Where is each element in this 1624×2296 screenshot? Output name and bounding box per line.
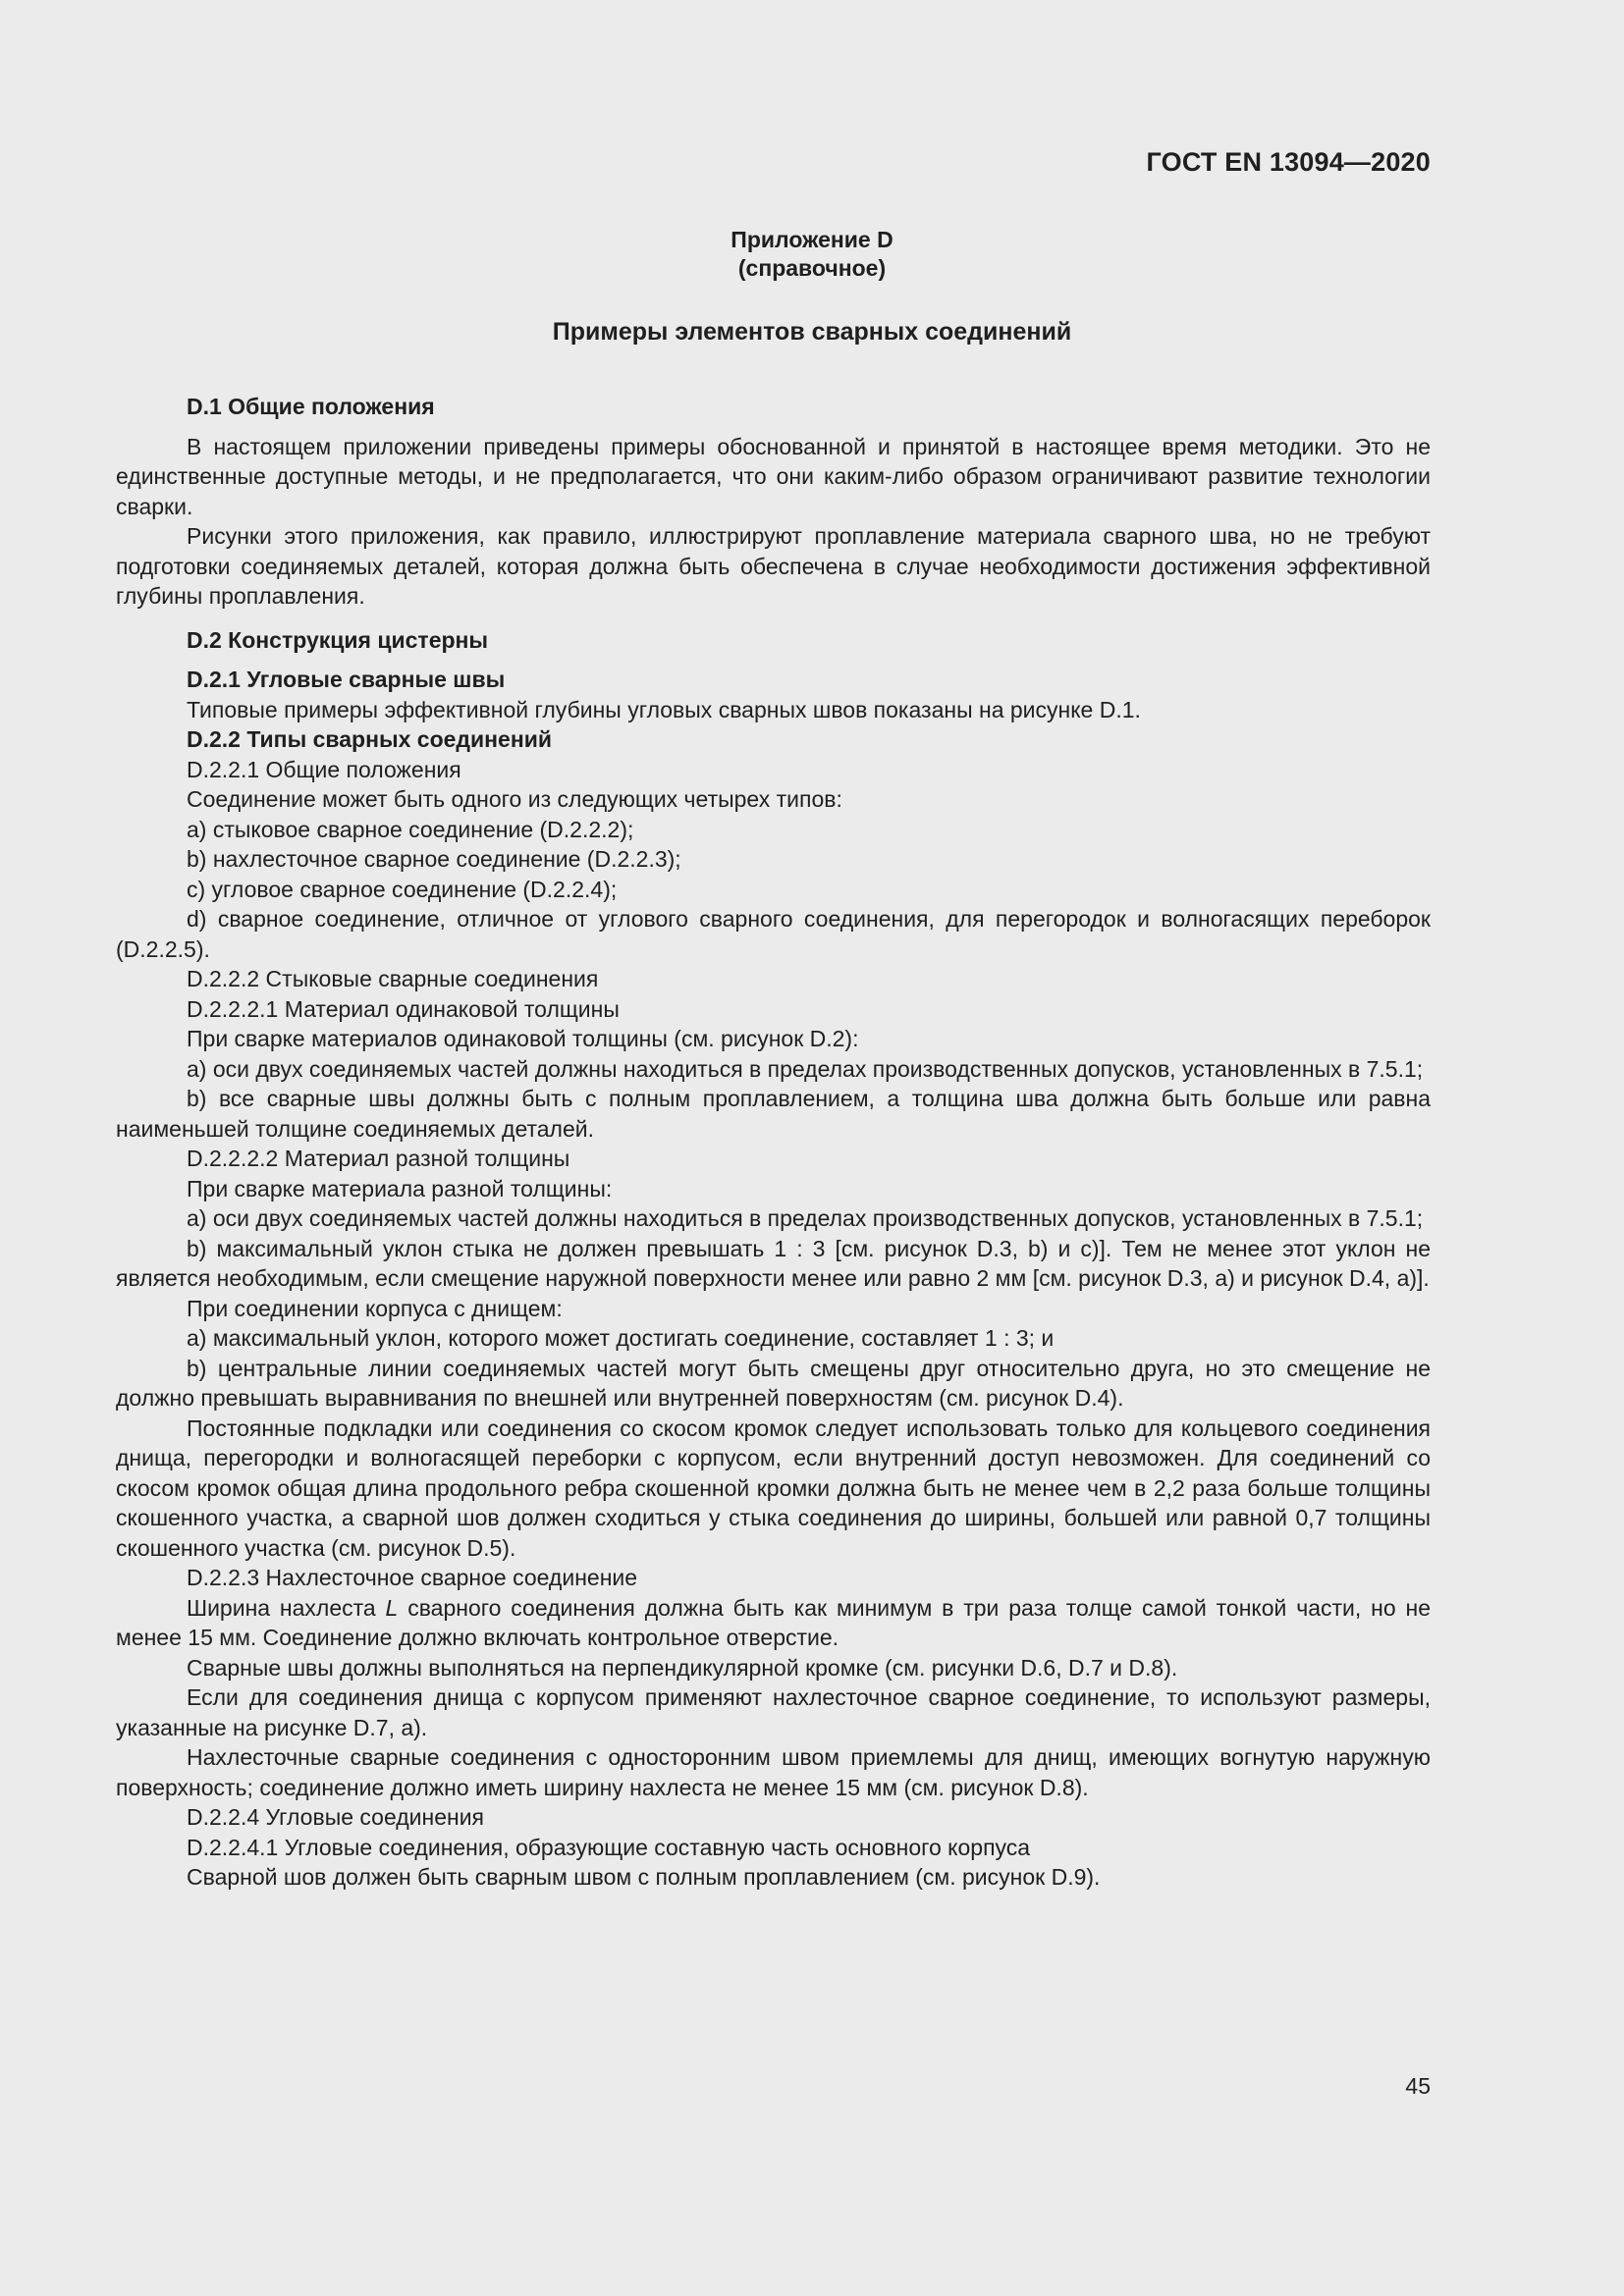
paragraph: a) оси двух соединяемых частей должны находиться в пределах производственных допусков, установленных в 7.5.1; xyxy=(187,1055,1424,1082)
paragraph-text: Ширина нахлеста xyxy=(187,1594,386,1621)
paragraph: Сварной шов должен быть сварным швом с полным проплавлением (см. рисунок D.9). xyxy=(187,1864,1101,1890)
page-number: 45 xyxy=(1405,2073,1431,2099)
annex-label: Приложение D xyxy=(731,227,893,252)
paragraph: D.2.2.3 Нахлесточное сварное соединение xyxy=(187,1565,638,1590)
paragraph: D.2.2.4.1 Угловые соединения, образующие составную часть основного корпуса xyxy=(187,1834,1031,1860)
paragraph: D.2.2.1 Общие положения xyxy=(187,756,461,782)
paragraph: a) максимальный уклон, которого может достигать соединение, составляет 1 : 3; и xyxy=(187,1325,1055,1351)
paragraph: b) центральные линии соединяемых частей могут быть смещены друг относительно друга, но это смещение не должно превышать выравнивания по внешней или внутренней поверхностям (см. рисунок D.4). xyxy=(116,1355,1431,1411)
paragraph: Нахлесточные сварные соединения с односторонним швом приемлемы для днищ, имеющих вогнутую наружную поверхность; соединение должно иметь ширину нахлеста не менее 15 мм (см. рисунок D.8). xyxy=(116,1744,1431,1800)
annex-title: Примеры элементов сварных соединений xyxy=(552,318,1072,346)
paragraph: a) стыковое сварное соединение (D.2.2.2); xyxy=(187,816,634,842)
paragraph: D.2.2.2.2 Материал разной толщины xyxy=(187,1146,570,1171)
section-heading: D.2.2 Типы сварных соединений xyxy=(187,726,553,752)
paragraph: Сварные швы должны выполняться на перпендикулярной кромке (см. рисунки D.6, D.7 и D.8). xyxy=(187,1654,1178,1681)
paragraph: Соединение может быть одного из следующих четырех типов: xyxy=(187,786,842,812)
paragraph: D.2.2.2.1 Материал одинаковой толщины xyxy=(187,995,620,1022)
document-body xyxy=(116,392,1431,1893)
paragraph: a) оси двух соединяемых частей должны находиться в пределах производственных допусков, установленных в 7.5.1; xyxy=(187,1205,1424,1231)
annex-heading xyxy=(0,226,1624,283)
paragraph: b) нахлесточное сварное соединение (D.2.2.3); xyxy=(187,846,681,872)
annex-type: (справочное) xyxy=(737,255,887,281)
paragraph-text: сварного соединения должна быть как минимум в три раза толще самой тонкой части, но не менее 15 мм. Соединение должно включать контрольное отверстие. xyxy=(116,1594,1431,1650)
paragraph: d) сварное соединение, отличное от углового сварного соединения, для перегородок и волногасящих переборок (D.2.2.5). xyxy=(116,906,1431,962)
paragraph: При сварке материалов одинаковой толщины (см. рисунок D.2): xyxy=(187,1026,859,1051)
paragraph: В настоящем приложении приведены примеры обоснованной и принятой в настоящее время методики. Это не единственные доступные методы, и не предполагается, что они каким-либо образом ограничивают развитие технологии сварки. xyxy=(116,433,1431,519)
paragraph: D.2.2.2 Стыковые сварные соединения xyxy=(187,966,599,991)
section-heading: D.1 Общие положения xyxy=(187,394,435,419)
paragraph: c) угловое сварное соединение (D.2.2.4); xyxy=(187,876,618,902)
paragraph: При сварке материала разной толщины: xyxy=(187,1175,613,1201)
paragraph: Рисунки этого приложения, как правило, иллюстрируют проплавление материала сварного шва, но не требуют подготовки соединяемых деталей, которая должна быть обеспечена в случае необходимости достижения эффективной глубины проплавления. xyxy=(116,523,1431,609)
paragraph: Типовые примеры эффективной глубины угловых сварных швов показаны на рисунке D.1. xyxy=(187,696,1141,722)
paragraph: b) все сварные швы должны быть с полным проплавлением, а толщина шва должна быть больше или равна наименьшей толщине соединяемых деталей. xyxy=(116,1086,1431,1142)
section-heading: D.2.1 Угловые сварные швы xyxy=(187,667,506,692)
paragraph: При соединении корпуса с днищем: xyxy=(187,1295,563,1321)
symbol-L: L xyxy=(385,1594,399,1621)
document-code: ГОСТ EN 13094—2020 xyxy=(1146,147,1431,177)
paragraph: Постоянные подкладки или соединения со скосом кромок следует использовать только для кольцевого соединения днища, перегородки и волногасящей переборки с корпусом, если внутренний доступ невозможен. Для соединений со скосом кромок общая длина продольного ребра скошенной кромки должна быть не менее чем в 2,2 раза больше толщины скошенного участка, а сварной шов должен сходиться у стыка соединения до ширины, большей или равной 0,7 толщины скошенного участка (см. рисунок D.5). xyxy=(116,1415,1431,1561)
paragraph: b) максимальный уклон стыка не должен превышать 1 : 3 [см. рисунок D.3, b) и c)]. Тем не менее этот уклон не является необходимым, если смещение наружной поверхности менее или равно 2 мм [см. рисунок D.3, a) и рисунок D.4, a)]. xyxy=(116,1235,1431,1291)
section-heading: D.2 Конструкция цистерны xyxy=(187,626,489,653)
paragraph xyxy=(116,1593,1431,1653)
paragraph: D.2.2.4 Угловые соединения xyxy=(187,1804,485,1830)
paragraph: Если для соединения днища с корпусом применяют нахлесточное сварное соединение, то используют размеры, указанные на рисунке D.7, a). xyxy=(116,1684,1431,1740)
